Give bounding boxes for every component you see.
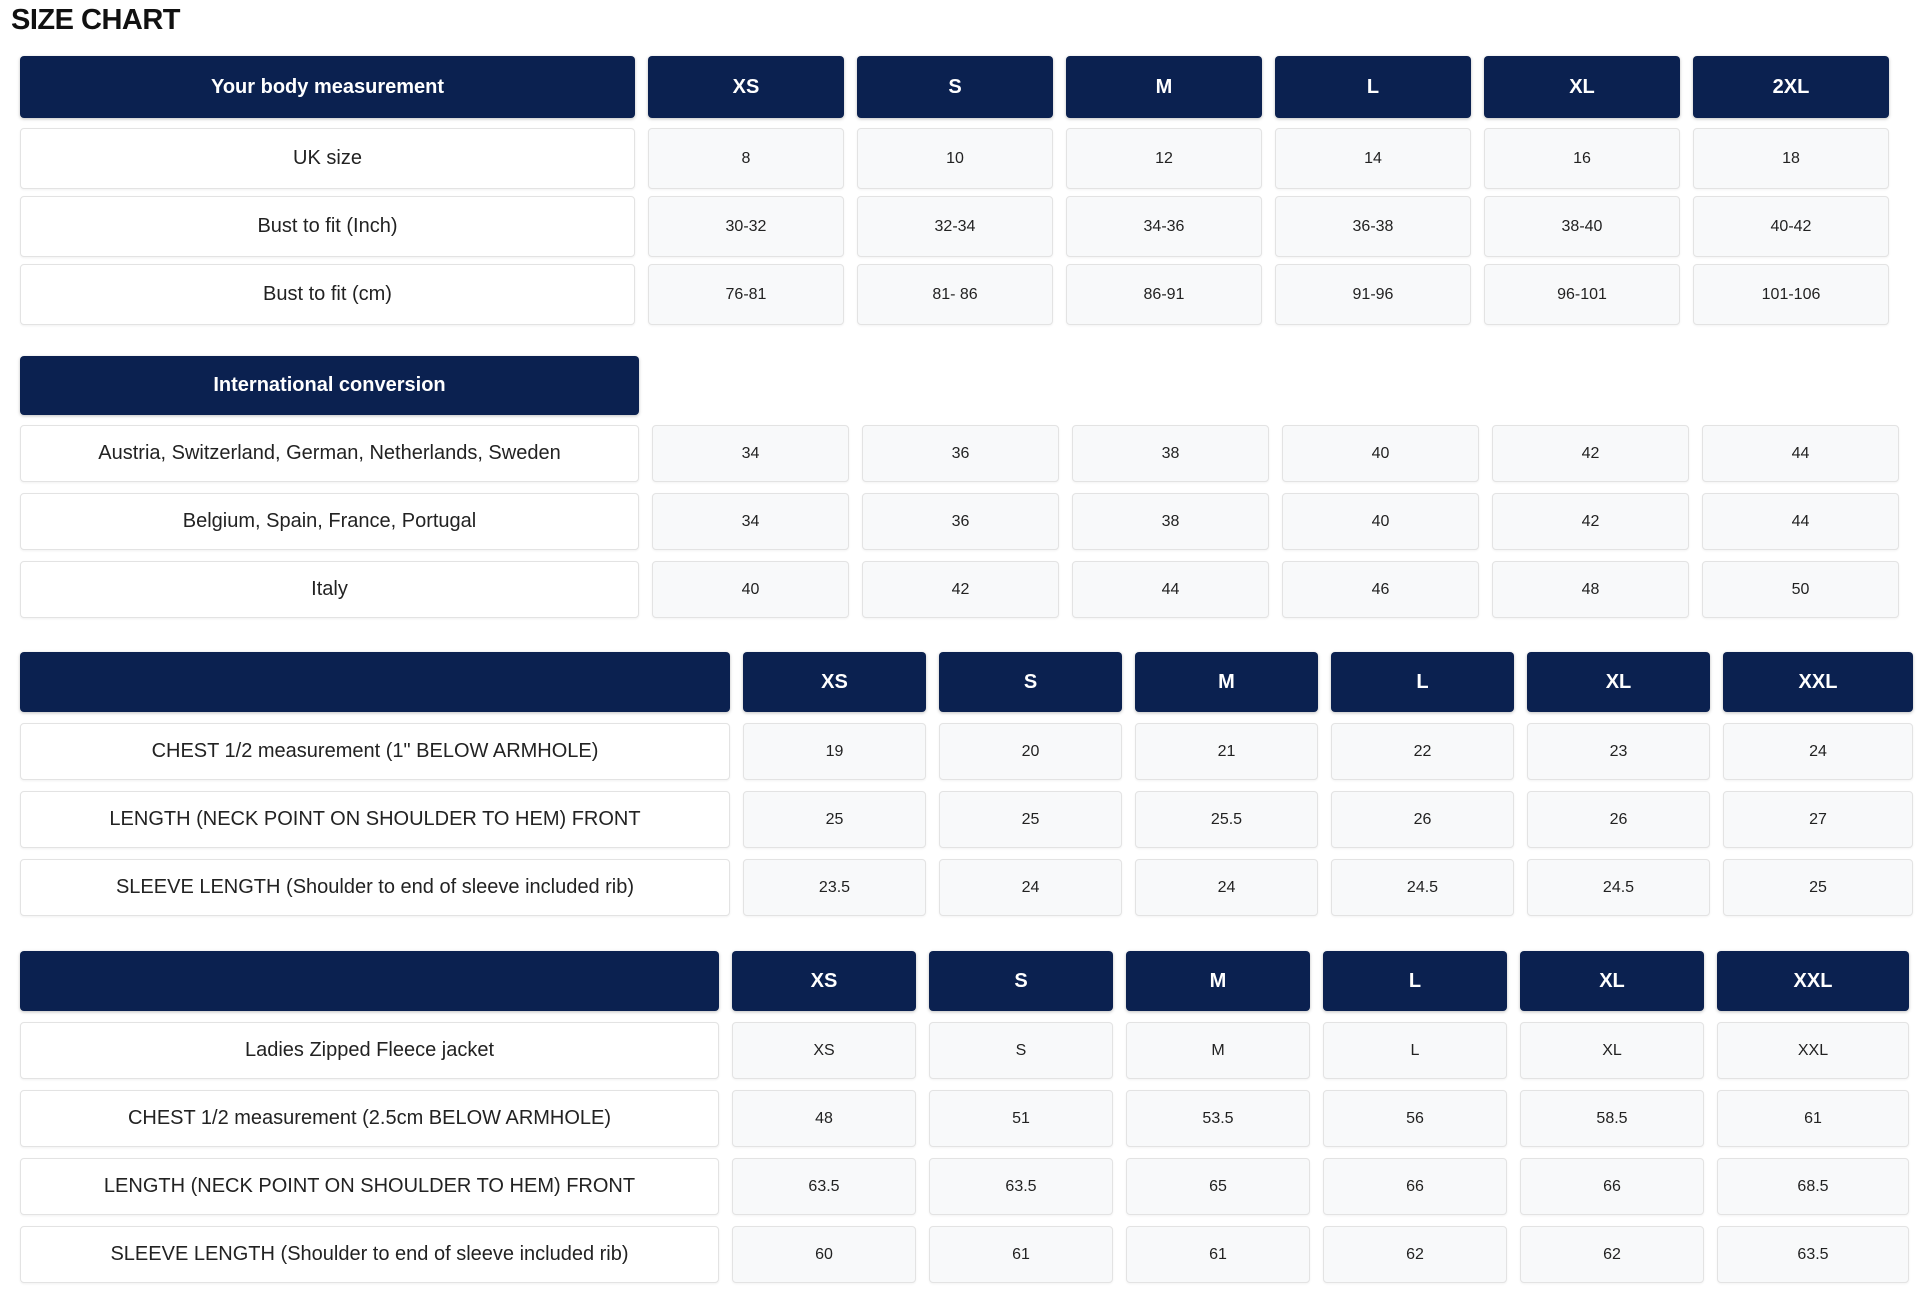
row-label: CHEST 1/2 measurement (1" BELOW ARMHOLE) bbox=[20, 723, 730, 780]
table-cell: 34 bbox=[652, 493, 849, 550]
table-cell: 42 bbox=[862, 561, 1059, 618]
table-cell: 66 bbox=[1323, 1158, 1507, 1215]
size-header: XXL bbox=[1723, 652, 1913, 712]
header-label bbox=[20, 951, 719, 1011]
row-label: SLEEVE LENGTH (Shoulder to end of sleeve included rib) bbox=[20, 859, 730, 916]
table-cell: XL bbox=[1520, 1022, 1704, 1079]
table-cell: 63.5 bbox=[929, 1158, 1113, 1215]
table-cell: 44 bbox=[1702, 493, 1899, 550]
table-row bbox=[20, 1158, 1909, 1215]
table-cell: 14 bbox=[1275, 128, 1471, 189]
size-header: XS bbox=[743, 652, 926, 712]
table-cell: 36 bbox=[862, 493, 1059, 550]
table-cell: 23.5 bbox=[743, 859, 926, 916]
table-cell: 25 bbox=[939, 791, 1122, 848]
table-cell: 34 bbox=[652, 425, 849, 482]
table-cell: XS bbox=[732, 1022, 916, 1079]
table-row bbox=[20, 561, 1912, 618]
table-cell: 101-106 bbox=[1693, 264, 1889, 325]
table-row bbox=[20, 196, 1902, 257]
table-header-row bbox=[20, 356, 1912, 415]
size-header: M bbox=[1135, 652, 1318, 712]
table-cell: 20 bbox=[939, 723, 1122, 780]
size-header: XL bbox=[1484, 56, 1680, 118]
table-cell: 26 bbox=[1331, 791, 1514, 848]
table-cell: 46 bbox=[1282, 561, 1479, 618]
table-cell: 19 bbox=[743, 723, 926, 780]
table-cell: 25.5 bbox=[1135, 791, 1318, 848]
table-cell: XXL bbox=[1717, 1022, 1909, 1079]
table-cell: 24.5 bbox=[1331, 859, 1514, 916]
row-label: Austria, Switzerland, German, Netherlands, Sweden bbox=[20, 425, 639, 482]
header-label: Your body measurement bbox=[20, 56, 635, 118]
international-conversion-table bbox=[20, 356, 1912, 629]
table-cell: 22 bbox=[1331, 723, 1514, 780]
table-cell: 62 bbox=[1323, 1226, 1507, 1283]
table-cell: 24 bbox=[1723, 723, 1913, 780]
table-cell: 63.5 bbox=[1717, 1226, 1909, 1283]
table-row bbox=[20, 1022, 1909, 1079]
size-header: XS bbox=[732, 951, 916, 1011]
table-cell: 34-36 bbox=[1066, 196, 1262, 257]
row-label: UK size bbox=[20, 128, 635, 189]
table-cell: 24.5 bbox=[1527, 859, 1710, 916]
size-header: L bbox=[1331, 652, 1514, 712]
table-cell: 26 bbox=[1527, 791, 1710, 848]
table-cell: 68.5 bbox=[1717, 1158, 1909, 1215]
table-cell: 24 bbox=[1135, 859, 1318, 916]
table-row bbox=[20, 493, 1912, 550]
table-cell: 36-38 bbox=[1275, 196, 1471, 257]
table-header-row bbox=[20, 951, 1909, 1011]
table-cell: 18 bbox=[1693, 128, 1889, 189]
size-header: S bbox=[929, 951, 1113, 1011]
table-cell: 38 bbox=[1072, 493, 1269, 550]
table-row bbox=[20, 791, 1913, 848]
table-cell: 8 bbox=[648, 128, 844, 189]
table-cell: 40 bbox=[1282, 493, 1479, 550]
table-cell: 36 bbox=[862, 425, 1059, 482]
table-cell: 76-81 bbox=[648, 264, 844, 325]
table-cell: 23 bbox=[1527, 723, 1710, 780]
table-row bbox=[20, 264, 1902, 325]
table-cell: 10 bbox=[857, 128, 1053, 189]
table-row bbox=[20, 1090, 1909, 1147]
row-label: SLEEVE LENGTH (Shoulder to end of sleeve included rib) bbox=[20, 1226, 719, 1283]
table-cell: 30-32 bbox=[648, 196, 844, 257]
table-cell: 81- 86 bbox=[857, 264, 1053, 325]
table-cell: 91-96 bbox=[1275, 264, 1471, 325]
table-cell: 61 bbox=[1717, 1090, 1909, 1147]
size-header: L bbox=[1275, 56, 1471, 118]
table-cell: 40 bbox=[652, 561, 849, 618]
size-header: S bbox=[857, 56, 1053, 118]
table-cell: 60 bbox=[732, 1226, 916, 1283]
size-header: M bbox=[1126, 951, 1310, 1011]
row-label: Belgium, Spain, France, Portugal bbox=[20, 493, 639, 550]
table-row bbox=[20, 1226, 1909, 1283]
table-cell: 61 bbox=[929, 1226, 1113, 1283]
size-header: 2XL bbox=[1693, 56, 1889, 118]
table-cell: 25 bbox=[1723, 859, 1913, 916]
table-cell: 48 bbox=[732, 1090, 916, 1147]
table-cell: 58.5 bbox=[1520, 1090, 1704, 1147]
table-cell: 62 bbox=[1520, 1226, 1704, 1283]
table-cell: 53.5 bbox=[1126, 1090, 1310, 1147]
size-header: M bbox=[1066, 56, 1262, 118]
row-label: Bust to fit (cm) bbox=[20, 264, 635, 325]
garment-inch-table bbox=[20, 652, 1913, 927]
table-cell: 42 bbox=[1492, 425, 1689, 482]
page-title: SIZE CHART bbox=[11, 4, 180, 36]
table-row bbox=[20, 723, 1913, 780]
table-cell: S bbox=[929, 1022, 1113, 1079]
table-cell: 86-91 bbox=[1066, 264, 1262, 325]
garment-cm-table bbox=[20, 951, 1909, 1294]
size-header: L bbox=[1323, 951, 1507, 1011]
size-header: XS bbox=[648, 56, 844, 118]
table-row bbox=[20, 859, 1913, 916]
table-cell: 27 bbox=[1723, 791, 1913, 848]
table-row bbox=[20, 425, 1912, 482]
table-cell: 44 bbox=[1702, 425, 1899, 482]
body-measurement-table bbox=[20, 56, 1902, 332]
table-cell: 48 bbox=[1492, 561, 1689, 618]
table-cell: 40-42 bbox=[1693, 196, 1889, 257]
table-cell: 44 bbox=[1072, 561, 1269, 618]
table-cell: 61 bbox=[1126, 1226, 1310, 1283]
header-label bbox=[20, 652, 730, 712]
table-cell: M bbox=[1126, 1022, 1310, 1079]
row-label: LENGTH (NECK POINT ON SHOULDER TO HEM) FRONT bbox=[20, 791, 730, 848]
table-cell: 21 bbox=[1135, 723, 1318, 780]
table-cell: 50 bbox=[1702, 561, 1899, 618]
row-label: Ladies Zipped Fleece jacket bbox=[20, 1022, 719, 1079]
table-cell: 42 bbox=[1492, 493, 1689, 550]
table-cell: 66 bbox=[1520, 1158, 1704, 1215]
row-label: Bust to fit (Inch) bbox=[20, 196, 635, 257]
table-cell: 40 bbox=[1282, 425, 1479, 482]
row-label: CHEST 1/2 measurement (2.5cm BELOW ARMHOLE) bbox=[20, 1090, 719, 1147]
table-cell: 12 bbox=[1066, 128, 1262, 189]
table-cell: 32-34 bbox=[857, 196, 1053, 257]
table-cell: 25 bbox=[743, 791, 926, 848]
size-header: XL bbox=[1527, 652, 1710, 712]
size-header: S bbox=[939, 652, 1122, 712]
row-label: LENGTH (NECK POINT ON SHOULDER TO HEM) FRONT bbox=[20, 1158, 719, 1215]
table-cell: 65 bbox=[1126, 1158, 1310, 1215]
size-header: XL bbox=[1520, 951, 1704, 1011]
table-cell: 16 bbox=[1484, 128, 1680, 189]
table-cell: 38 bbox=[1072, 425, 1269, 482]
table-cell: L bbox=[1323, 1022, 1507, 1079]
table-cell: 56 bbox=[1323, 1090, 1507, 1147]
header-label: International conversion bbox=[20, 356, 639, 415]
table-row bbox=[20, 128, 1902, 189]
table-cell: 38-40 bbox=[1484, 196, 1680, 257]
row-label: Italy bbox=[20, 561, 639, 618]
table-header-row bbox=[20, 652, 1913, 712]
table-cell: 96-101 bbox=[1484, 264, 1680, 325]
size-header: XXL bbox=[1717, 951, 1909, 1011]
table-cell: 63.5 bbox=[732, 1158, 916, 1215]
table-header-row bbox=[20, 56, 1902, 118]
table-cell: 24 bbox=[939, 859, 1122, 916]
table-cell: 51 bbox=[929, 1090, 1113, 1147]
